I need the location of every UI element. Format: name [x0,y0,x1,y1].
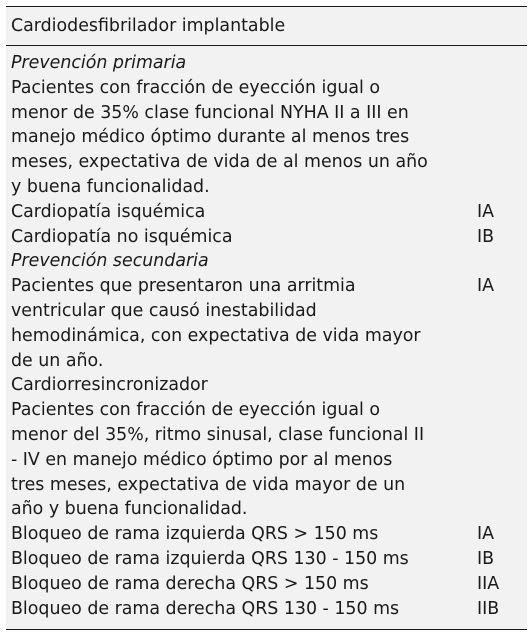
table-row [6,373,527,398]
row-description [6,76,466,200]
text-line: Cardiopatía no isquémica [11,226,233,247]
recommendation-grade: IB [477,226,495,247]
text-line: Pacientes que presentaron una arritmia [11,276,356,297]
row-label [6,572,466,597]
text-line: Cardiorresincronizador [11,375,208,396]
table-row [6,76,527,200]
text-line: ventricular que causó inestabilidad [11,300,317,321]
table-row [6,597,527,622]
text-line: - IV en manejo médico óptimo por al menos [11,449,393,470]
row-description [6,274,466,373]
table-row [6,225,527,250]
text-line: Cardiopatía isquémica [11,201,206,222]
table-row [6,274,527,373]
table-row [6,547,527,572]
text-line: Prevención primaria [11,53,187,73]
text-line: Bloqueo de rama izquierda QRS 130 - 150 ms [11,548,409,569]
table-row [6,200,527,225]
recommendation-grade: IIB [477,598,500,619]
recommendation-grade: IA [477,276,495,297]
text-line: Pacientes con fracción de eyección igual o [11,400,381,421]
text-line: menor del 35%, ritmo sinusal, clase funcional II [11,424,425,445]
recommendation-grade: IA [477,524,495,545]
recommendation-grade: IA [477,201,495,222]
text-line: y buena funcionalidad. [11,176,210,197]
text-line: hemodinámica, con expectativa de vida mayor [11,325,421,346]
section-heading [6,249,466,274]
text-line: Bloqueo de rama izquierda QRS > 150 ms [11,524,379,545]
table-header [6,7,527,46]
text-line: meses, expectativa de vida de al menos un año [11,152,428,173]
text-line: Prevención secundaria [11,251,209,272]
row-label [6,547,466,572]
table-row [6,522,527,547]
section-heading [6,51,466,76]
table-body [6,51,527,621]
row-label [6,597,466,622]
row-label [6,200,466,225]
table-row [6,398,527,522]
row-label [6,225,466,250]
row-description [6,398,466,522]
table-row [6,51,527,76]
text-line: año y buena funcionalidad. [11,499,248,520]
text-line: menor de 35% clase funcional NYHA II a III en [11,102,409,123]
text-line: Bloqueo de rama derecha QRS > 150 ms [11,573,369,594]
recommendation-grade: IIA [477,573,500,594]
text-line: Pacientes con fracción de eyección igual o [11,77,381,98]
recommendation-grade: IB [477,548,495,569]
text-line: Bloqueo de rama derecha QRS 130 - 150 ms [11,598,400,619]
row-label [6,522,466,547]
text-line: tres meses, expectativa de vida mayor de un [11,474,406,495]
text-line: manejo médico óptimo durante al menos tres [11,127,410,148]
section-heading [6,373,466,398]
table-row [6,572,527,597]
table-row [6,249,527,274]
recommendations-table [6,6,527,630]
text-line: de un año. [11,350,104,371]
table-header-title: Cardiodesfibrilador implantable [11,16,286,36]
